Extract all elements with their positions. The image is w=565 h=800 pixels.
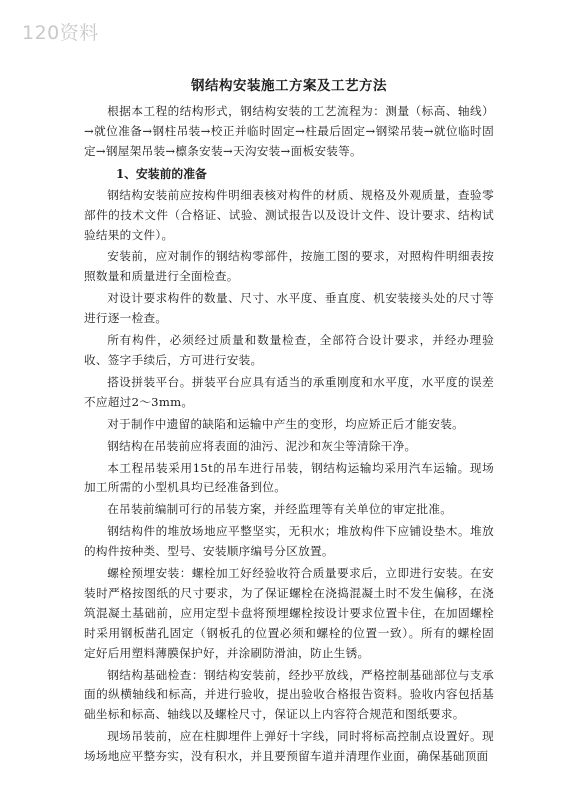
watermark-logo: 120资料: [22, 22, 99, 44]
document-body: [84, 76, 494, 769]
paragraph: 钢结构件的堆放场地应平整坚实，无积水；堆放构件下应铺设垫木。堆放的构件按种类、型号、安装顺序编号分区放置。: [84, 524, 494, 559]
paragraph: 螺栓预埋安装：螺栓加工好经验收符合质量要求后，立即进行安装。在安装时严格按图纸的尺寸要求，为了保证螺栓在浇捣混凝土时不发生偏移，在浇筑混凝土基础前，应用定型卡盘将预埋螺栓按设计要求位置卡住，在加固螺栓时采用钢板凿孔固定（钢板孔的位置必须和螺栓的位置一致）。所有的螺栓固定好后用塑料薄膜保护好，并涂刷防滑油，防止生锈。: [84, 566, 494, 660]
paragraph: 钢结构基础检查：钢结构安装前，经抄平放线，严格控制基础部位与支承面的纵横轴线和标高，并进行验收，提出验收合格报告资料。验收内容包括基础坐标和标高、轴线以及螺栓尺寸，保证以上内容符合规范和图纸要求。: [84, 667, 494, 722]
paragraph: 在吊装前编制可行的吊装方案，并经监理等有关单位的审定批准。: [107, 502, 453, 517]
paragraph: 安装前，应对制作的钢结构零部件，按施工图的要求，对照构件明细表按照数量和质量进行全面检查。: [84, 249, 494, 284]
paragraph: 所有构件，必须经过质量和数量检查，全部符合设计要求，并经办理验收、签字手续后，方可进行安装。: [84, 333, 494, 367]
paragraph: 钢结构安装前应按构件明细表核对构件的材质、规格及外观质量，查验零部件的技术文件（合格证、试验、测试报告以及设计文件、设计要求、结构试验结果的文件）。: [84, 187, 494, 242]
section-heading: 1、安装前的准备: [116, 166, 207, 181]
paragraph: 对设计要求构件的数量、尺寸、水平度、垂直度、机安装接头处的尺寸等进行逐一检查。: [84, 291, 494, 326]
document-title: 钢结构安装施工方案及工艺方法: [191, 78, 387, 94]
paragraph: 现场吊装前，应在柱脚埋件上弹好十字线，同时将标高控制点设置好。现场场地应平整夯实，没有积水，并且要预留车道并清理作业面，确保基础顶面: [84, 729, 494, 764]
paragraph: 搭设拼装平台。拼装平台应具有适当的承重刚度和水平度，水平度的误差不应超过2～3mm。: [84, 374, 494, 409]
intro-paragraph: 根据本工程的结构形式，钢结构安装的工艺流程为：测量（标高、轴线）→就位准备→钢柱吊装→校正并临时固定→柱最后固定→钢梁吊装→就位临时固定→钢屋架吊装→檩条安装→天沟安装→面板安装等。: [84, 104, 494, 158]
paragraph: 本工程吊装采用15t的吊车进行吊装，钢结构运输均采用汽车运输。现场加工所需的小型机具均已经准备到位。: [84, 460, 494, 495]
paragraph: 对于制作中遗留的缺陷和运输中产生的变形，均应矫正后才能安装。: [107, 416, 465, 431]
paragraph: 钢结构在吊装前应将表面的油污、泥沙和灰尘等清除干净。: [107, 438, 417, 453]
